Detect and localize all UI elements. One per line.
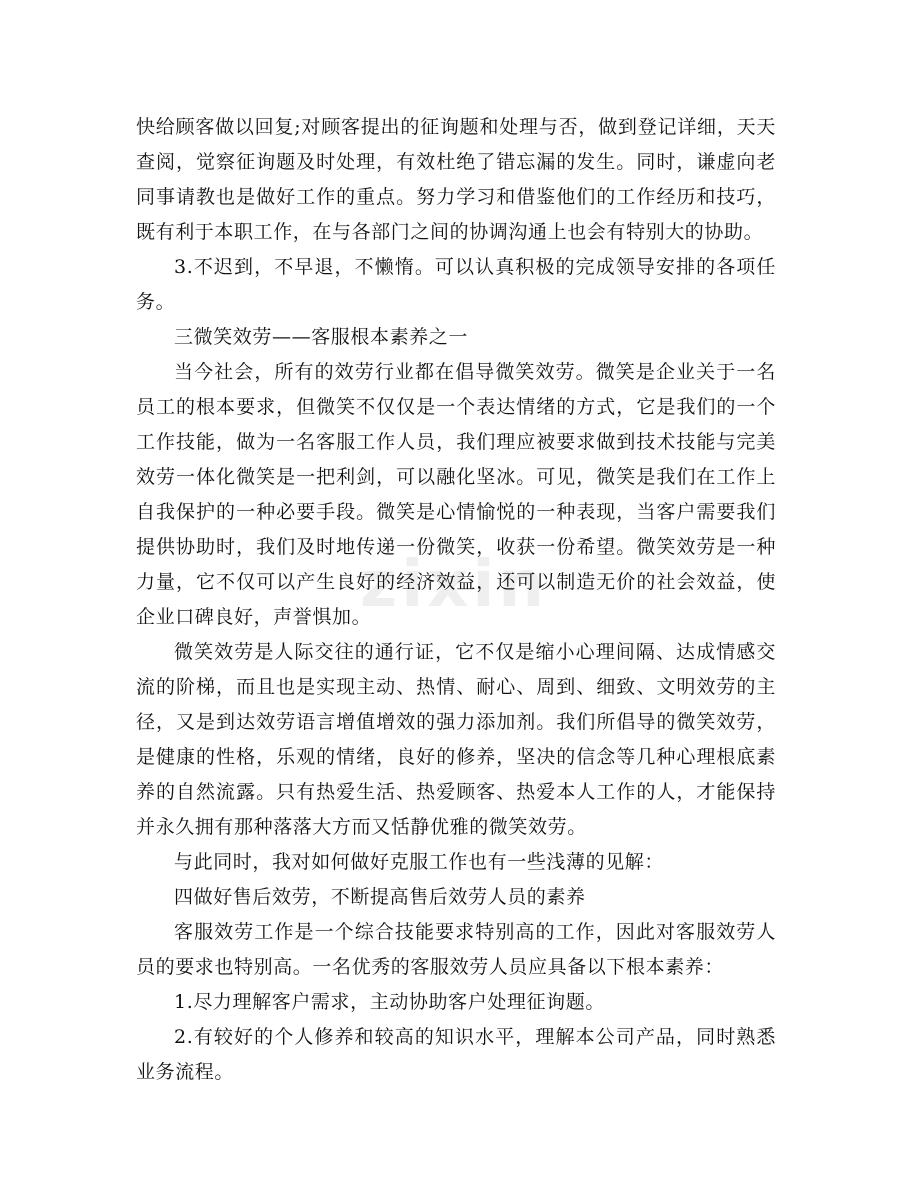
paragraph-smile-service-intro: 当今社会，所有的效劳行业都在倡导微笑效劳。微笑是企业关于一名员工的根本要求，但微笑不仅仅是一个表达情绪的方式，它是我们的一个工作技能，做为一名客服工作人员，我们理应被要求做到技术技能与完美效劳一体化微笑是一把利剑，可以融化坚冰。可见，微笑是我们在工作上自我保护的一种必要手段。微笑是心情愉悦的一种表现，当客户需要我们提供协助时，我们及时地传递一份微笑，收获一份希望。微笑效劳是一种力量，它不仅可以产生良好的经济效益，还可以制造无价的社会效益，使企业口碑良好，声誉惧加。 bbox=[136, 361, 776, 628]
paragraph-transition: 与此同时，我对如何做好克服工作也有一些浅薄的见解： bbox=[174, 851, 665, 873]
document-body bbox=[136, 110, 776, 1090]
list-item-1: 1.尽力理解客户需求，主动协助客户处理征询题。 bbox=[174, 991, 605, 1013]
watermark: zixin bbox=[360, 548, 548, 622]
section-heading-3: 三微笑效劳——客服根本素养之一 bbox=[174, 326, 469, 348]
list-item-2: 2.有较好的个人修养和较高的知识水平，理解本公司产品，同时熟悉业务流程。 bbox=[136, 1026, 776, 1083]
paragraph-continuation: 快给顾客做以回复;对顾客提出的征询题和处理与否，做到登记详细，天天查阅，觉察征询题及时处理，有效杜绝了错忘漏的发生。同时，谦虚向老同事请教也是做好工作的重点。努力学习和借鉴他们的工作经历和技巧，既有利于本职工作，在与各部门之间的协调沟通上也会有特别大的协助。 bbox=[136, 116, 776, 243]
paragraph-requirements: 客服效劳工作是一个综合技能要求特别高的工作，因此对客服效劳人员的要求也特别高。一名优秀的客服效劳人员应具备以下根本素养： bbox=[136, 921, 776, 978]
paragraph-smile-service-detail: 微笑效劳是人际交往的通行证，它不仅是缩小心理间隔、达成情感交流的阶梯，而且也是实现主动、热情、耐心、周到、细致、文明效劳的主径，又是到达效劳语言增值增效的强力添加剂。我们所倡导的微笑效劳，是健康的性格，乐观的情绪，良好的修养，坚决的信念等几种心理根底素养的自然流露。只有热爱生活、热爱顾客、热爱本人工作的人，才能保持并永久拥有那种落落大方而又恬静优雅的微笑效劳。 bbox=[136, 641, 776, 838]
paragraph-item-3: 3.不迟到，不早退，不懒惰。可以认真积极的完成领导安排的各项任务。 bbox=[136, 256, 776, 313]
section-heading-4: 四做好售后效劳，不断提高售后效劳人员的素养 bbox=[174, 886, 586, 908]
